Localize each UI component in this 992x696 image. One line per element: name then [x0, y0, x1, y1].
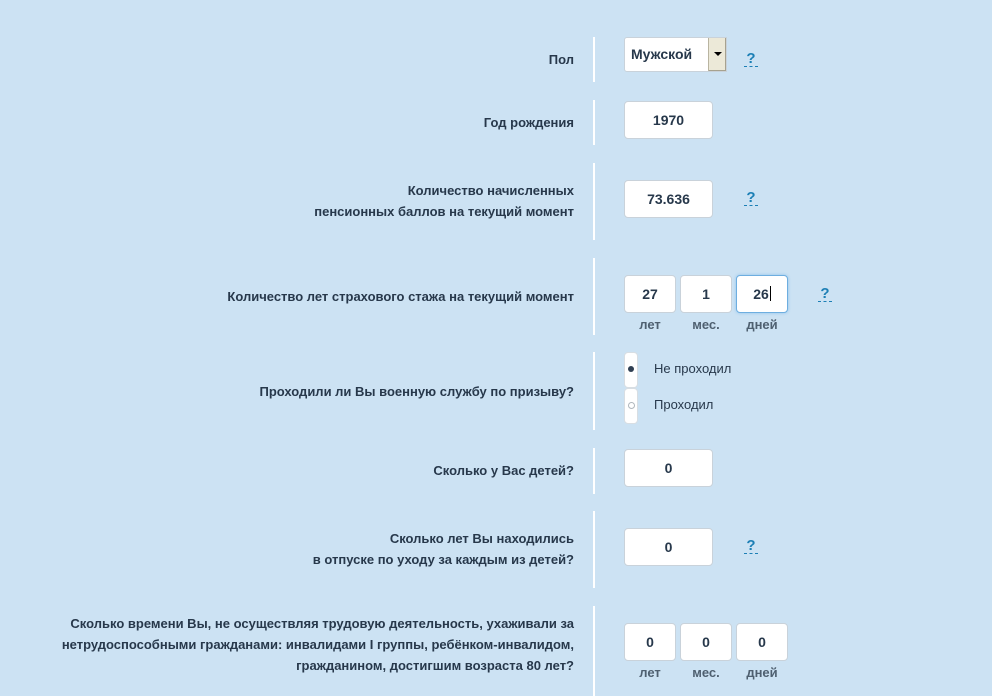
text-caret [770, 286, 771, 301]
care-months-input[interactable] [680, 623, 732, 661]
care-days-input[interactable] [736, 623, 788, 661]
unit-months: мес. [692, 317, 720, 332]
help-icon[interactable]: ? [744, 190, 758, 206]
experience-months-input[interactable] [680, 275, 732, 313]
pension-points-input[interactable] [624, 180, 713, 218]
insurance-experience-label: Количество лет страхового стажа на текущий момент [227, 289, 574, 304]
unit-days: дней [746, 317, 778, 332]
unit-years: лет [639, 317, 661, 332]
divider [593, 37, 595, 82]
experience-days-input[interactable] [736, 275, 788, 313]
chevron-down-icon[interactable] [708, 38, 726, 71]
divider [593, 511, 595, 588]
divider [593, 100, 595, 145]
radio-selected-icon [628, 366, 634, 372]
unit-years: лет [639, 665, 661, 680]
childcare-leave-label-line1: Сколько лет Вы находились [389, 531, 574, 546]
gender-select-value: Мужской [631, 46, 693, 62]
experience-years-input[interactable] [624, 275, 676, 313]
help-icon[interactable]: ? [744, 51, 758, 67]
care-time-label-line3: гражданином, достигшим возраста 80 лет? [296, 658, 574, 673]
childcare-leave-input[interactable] [624, 528, 713, 566]
pension-points-label-line2: пенсионных баллов на текущий момент [314, 204, 574, 219]
childcare-leave-label-line2: в отпуске по уходу за каждым из детей? [312, 552, 574, 567]
pension-points-label [314, 180, 574, 222]
military-service-label: Проходили ли Вы военную службу по призыву? [259, 384, 574, 399]
children-count-label: Сколько у Вас детей? [433, 463, 574, 478]
divider [593, 258, 595, 335]
radio-not-served-label[interactable]: Не проходил [654, 361, 732, 376]
gender-select[interactable] [624, 37, 727, 72]
care-years-input[interactable] [624, 623, 676, 661]
care-time-label-line2: нетрудоспособными гражданами: инвалидами I группы, ребёнком-инвалидом, [61, 637, 574, 652]
radio-not-served[interactable] [624, 352, 638, 388]
care-time-label [62, 613, 574, 676]
radio-served-label[interactable]: Проходил [654, 397, 714, 412]
radio-unselected-icon [628, 402, 635, 409]
gender-label: Пол [548, 52, 574, 67]
childcare-leave-label [313, 528, 574, 570]
help-icon[interactable]: ? [818, 286, 832, 302]
divider [593, 448, 595, 494]
birth-year-input[interactable] [624, 101, 713, 139]
divider [593, 163, 595, 240]
children-count-input[interactable] [624, 449, 713, 487]
radio-served[interactable] [624, 388, 638, 424]
care-time-label-line1: Сколько времени Вы, не осуществляя трудовую деятельность, ухаживали за [70, 616, 574, 631]
birth-year-label: Год рождения [483, 115, 574, 130]
experience-days-value: 26 [753, 286, 769, 302]
divider [593, 352, 595, 430]
pension-points-label-line1: Количество начисленных [407, 183, 574, 198]
unit-days: дней [746, 665, 778, 680]
help-icon[interactable]: ? [744, 538, 758, 554]
divider [593, 606, 595, 696]
unit-months: мес. [692, 665, 720, 680]
